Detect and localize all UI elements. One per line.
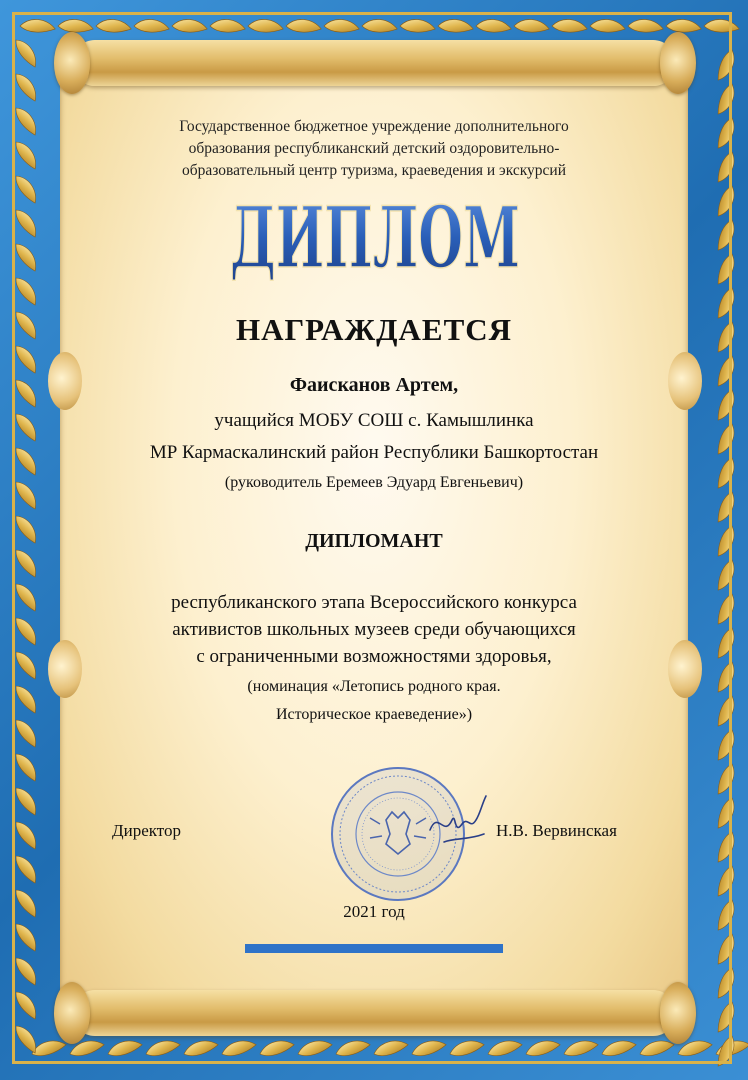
organization-line: Государственное бюджетное учреждение дополнительного <box>179 118 569 135</box>
diploma-year: 2021 год <box>343 902 405 921</box>
competition-line: республиканского этапа Всероссийского конкурса <box>171 592 577 613</box>
award-status: ДИПЛОМАНТ <box>305 530 443 552</box>
recipient-name: Фаисканов Артем, <box>289 374 459 396</box>
nomination-line: (номинация «Летопись родного края. <box>247 678 501 695</box>
signatory-title: Директор <box>112 821 181 840</box>
competition-line: с ограниченными возможностями здоровья, <box>196 646 552 667</box>
organization-line: образования республиканский детский оздоровительно- <box>188 140 560 157</box>
nomination-line: Историческое краеведение») <box>275 706 473 723</box>
signature <box>424 790 494 860</box>
competition-line: активистов школьных музеев среди обучающихся <box>172 619 576 640</box>
signatory-name: Н.В. Вервинская <box>496 821 617 840</box>
recipient-supervisor: (руководитель Еремеев Эдуард Евгеньевич) <box>224 474 524 491</box>
organization-line: образовательный центр туризма, краеведения и экскурсий <box>181 162 567 179</box>
organization-name <box>0 116 748 182</box>
award-heading: НАГРАЖДАЕТСЯ <box>235 312 513 347</box>
recipient-district: МР Кармаскалинский район Республики Башкортостан <box>149 442 599 463</box>
decorative-blue-bar <box>245 944 503 953</box>
recipient-school: учащийся МОБУ СОШ с. Камышлинка <box>214 410 534 431</box>
diploma-title-text: ДИПЛОМ <box>230 188 520 287</box>
diploma-title <box>225 185 525 285</box>
